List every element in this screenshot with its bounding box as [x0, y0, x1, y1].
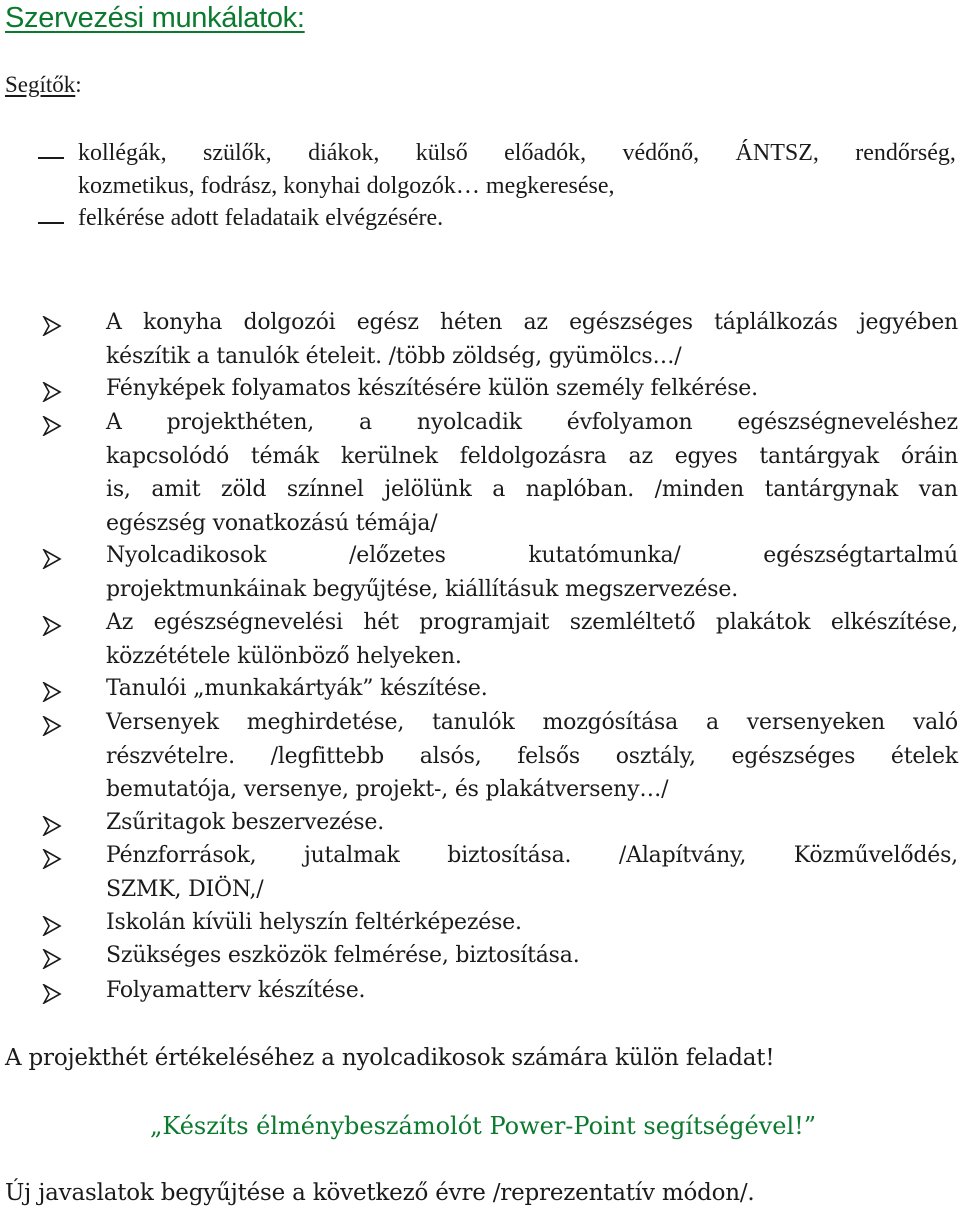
- task-item-line: Szükséges eszközök felmérése, biztosítása.: [106, 943, 580, 968]
- word: héten: [440, 310, 503, 335]
- word: külső: [415, 140, 468, 166]
- task-item-line: SZMK, DIÖN,/: [106, 876, 264, 902]
- word: plakátok: [715, 610, 811, 635]
- word: részvételre.: [106, 743, 235, 769]
- word: Versenyek: [106, 710, 219, 735]
- task-item-line: bemutatója, versenye, projekt-, és plakátverseny…/: [106, 777, 669, 802]
- arrow-bullet-icon: [42, 549, 62, 569]
- evaluation-note: A projekthét értékeléséhez a nyolcadikosok számára külön feladat!: [5, 1045, 775, 1071]
- word: évfolyamon: [566, 410, 693, 435]
- word: a: [492, 477, 506, 502]
- word: rendőrség,: [855, 140, 956, 166]
- arrow-bullet-icon: [42, 382, 62, 402]
- word: színnel: [286, 477, 364, 502]
- arrow-bullet-icon: [42, 849, 62, 869]
- word: egész: [356, 310, 419, 335]
- word: amit: [151, 477, 201, 502]
- helper-item-line: [78, 140, 956, 167]
- dash-bullet-icon: [38, 222, 64, 224]
- word: a: [359, 410, 372, 435]
- powerpoint-assignment: „Készíts élménybeszámolót Power-Point segítségével!”: [150, 1112, 817, 1140]
- word: ÁNTSZ,: [735, 140, 819, 166]
- task-item-line: [106, 610, 958, 635]
- word: meghirdetése,: [246, 710, 405, 735]
- word: dolgozói: [243, 310, 336, 335]
- word: osztály,: [615, 743, 696, 769]
- task-item-line: [106, 444, 958, 469]
- task-item-line: [106, 744, 958, 769]
- word: a: [705, 710, 719, 735]
- word: ételek: [890, 743, 958, 769]
- word: A: [106, 410, 122, 435]
- word: projekthéten,: [166, 410, 315, 435]
- arrow-bullet-icon: [42, 716, 62, 736]
- word: /előzetes: [349, 543, 446, 568]
- task-item-line: közzététele különböző helyeken.: [106, 643, 462, 669]
- word: elkészítése,: [830, 610, 958, 635]
- word: A: [106, 310, 122, 335]
- task-item-line: készítik a tanulók ételeit. /több zöldség, gyümölcs…/: [106, 343, 682, 369]
- word: nyolcadik: [416, 410, 522, 435]
- arrow-bullet-icon: [42, 949, 62, 969]
- word: /minden: [654, 477, 744, 502]
- word: feldolgozásra: [459, 443, 607, 469]
- arrow-bullet-icon: [42, 916, 62, 936]
- word: naplóban.: [525, 477, 634, 502]
- helper-item-line: felkérése adott feladataik elvégzésére.: [78, 205, 444, 231]
- word: az: [523, 310, 548, 335]
- word: való: [912, 710, 958, 735]
- word: /legfittebb: [270, 743, 385, 769]
- dash-bullet-icon: [38, 157, 64, 159]
- word: diákok,: [308, 140, 380, 166]
- task-item-line: Folyamatterv készítése.: [106, 978, 366, 1003]
- task-item-line: projektmunkáinak begyűjtése, kiállításuk megszervezése.: [106, 576, 738, 602]
- word: kapcsolódó: [106, 443, 229, 469]
- word: Pénzforrások,: [106, 843, 257, 868]
- word: témák: [250, 443, 320, 469]
- word: védőnő,: [622, 140, 700, 166]
- word: versenyeken: [746, 710, 886, 735]
- word: /Alapítvány,: [618, 843, 747, 868]
- task-item-line: [106, 710, 958, 735]
- page-title: Szervezési munkálatok:: [5, 2, 305, 34]
- task-item-line: Fényképek folyamatos készítésére külön személy felkérése.: [106, 376, 758, 401]
- task-item-line: Iskolán kívüli helyszín feltérképezése.: [106, 910, 522, 935]
- word: felsős: [517, 743, 581, 769]
- arrow-bullet-icon: [42, 616, 62, 636]
- word: zöld: [221, 477, 267, 502]
- new-proposals-note: Új javaslatok begyűjtése a következő évre /reprezentatív módon/.: [5, 1180, 755, 1206]
- task-item-line: [106, 543, 958, 568]
- task-item-line: [106, 477, 958, 502]
- word: kollégák,: [78, 140, 167, 166]
- helpers-heading: [5, 72, 82, 98]
- arrow-bullet-icon: [42, 416, 62, 436]
- word: biztosítása.: [447, 843, 572, 868]
- arrow-bullet-icon: [42, 984, 62, 1004]
- task-item-line: Tanulói „munkakártyák” készítése.: [106, 676, 488, 701]
- word: jegyében: [858, 310, 958, 335]
- word: egészségtartalmú: [763, 543, 958, 568]
- word: Az: [106, 610, 134, 635]
- word: egészséges: [731, 743, 856, 769]
- word: van: [918, 477, 958, 502]
- word: konyha: [142, 310, 223, 335]
- arrow-bullet-icon: [42, 816, 62, 836]
- word: szülők,: [203, 140, 272, 166]
- word: az: [628, 443, 653, 469]
- task-item-line: [106, 310, 958, 335]
- task-item-line: [106, 843, 958, 868]
- word: szemléltető: [569, 610, 696, 635]
- word: előadók,: [504, 140, 587, 166]
- task-item-line: [106, 410, 958, 435]
- helper-item-line: kozmetikus, fodrász, konyhai dolgozók… megkeresése,: [78, 173, 615, 199]
- word: egészségneveléshez: [737, 410, 958, 435]
- word: Nyolcadikosok: [106, 543, 267, 568]
- arrow-bullet-icon: [42, 316, 62, 336]
- word: táplálkozás: [714, 310, 838, 335]
- word: kutatómunka/: [528, 543, 681, 568]
- word: tantárgynak: [764, 477, 899, 502]
- word: mozgósítása: [542, 710, 679, 735]
- word: is,: [106, 477, 131, 502]
- arrow-bullet-icon: [42, 682, 62, 702]
- word: egyes: [674, 443, 738, 469]
- helpers-label: Segítők: [5, 72, 76, 97]
- word: kerülnek: [340, 443, 438, 469]
- word: óráin: [900, 443, 958, 469]
- word: alsós,: [419, 743, 482, 769]
- word: egészségnevelési: [153, 610, 343, 635]
- task-item-line: egészség vonatkozású témája/: [106, 510, 438, 536]
- word: jutalmak: [303, 843, 400, 868]
- word: jelölünk: [384, 477, 472, 502]
- word: tantárgyak: [759, 443, 879, 469]
- word: programjait: [419, 610, 550, 635]
- word: Közművelődés,: [793, 843, 958, 868]
- word: egészséges: [569, 310, 693, 335]
- word: hét: [363, 610, 399, 635]
- helpers-colon: :: [75, 72, 82, 97]
- task-item-line: Zsűritagok beszervezése.: [106, 810, 384, 835]
- word: tanulók: [432, 710, 515, 735]
